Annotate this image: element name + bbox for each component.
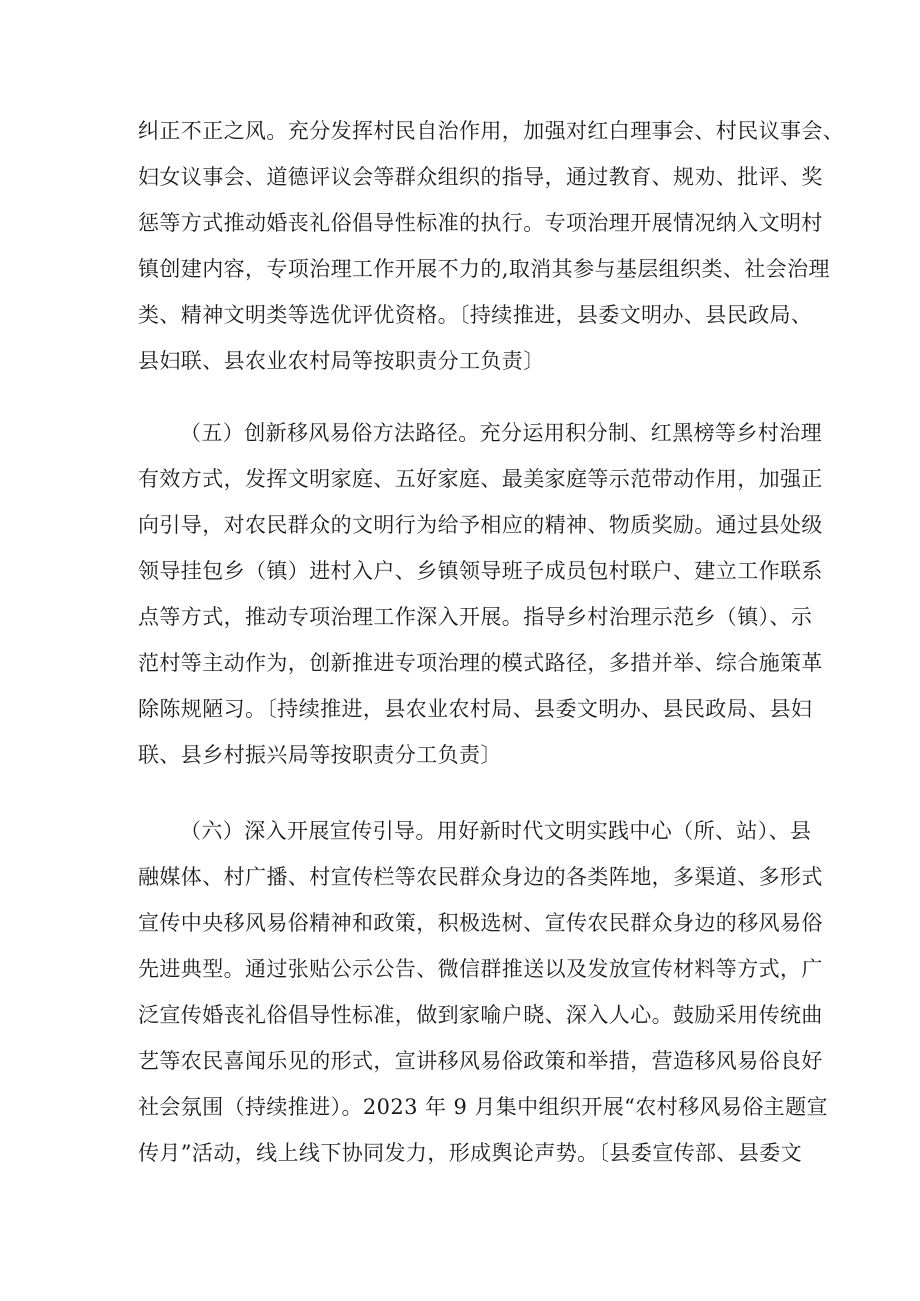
text-line: 纠正不正之风。充分发挥村民自治作用，加强对红白理事会、村民议事会、 (138, 119, 845, 143)
text-line: 镇创建内容，专项治理工作开展不力的,取消其参与基层组织类、社会治理 (138, 257, 830, 281)
text-line: 县妇联、县农业农村局等按职责分工负责〕 (138, 349, 545, 373)
text-line: 向引导，对农民群众的文明行为给予相应的精神、物质奖励。通过县处级 (138, 513, 823, 537)
text-line: 类、精神文明类等选优评优资格。〔持续推进，县委文明办、县民政局、 (138, 303, 813, 327)
text-line: 艺等农民喜闻乐见的形式，宣讲移风易俗政策和举措，营造移风易俗良好 (138, 1049, 823, 1073)
text-line: （六）深入开展宣传引导。用好新时代文明实践中心（所、站）、县 (180, 819, 812, 843)
text-line: 社会氛围（持续推进）。2023 年 9 月集中组织开展“农村移风易俗主题宣 (138, 1095, 828, 1119)
paragraph-section-5 (138, 410, 823, 778)
paragraph-section-6 (138, 808, 828, 1176)
text-line: 除陈规陋习。〔持续推进，县农业农村局、县委文明办、县民政局、县妇 (138, 697, 813, 721)
text-line: 范村等主动作为，创新推进专项治理的模式路径，多措并举、综合施策革 (138, 651, 823, 675)
text-line: 泛宣传婚丧礼俗倡导性标准，做到家喻户晓、深入人心。鼓励采用传统曲 (138, 1003, 823, 1027)
text-line: （五）创新移风易俗方法路径。充分运用积分制、红黑榜等乡村治理 (180, 421, 822, 445)
text-line: 融媒体、村广播、村宣传栏等农民群众身边的各类阵地，多渠道、多形式 (138, 865, 823, 889)
paragraph-continuation (138, 108, 845, 384)
text-line: 点等方式，推动专项治理工作深入开展。指导乡村治理示范乡（镇）、示 (138, 605, 813, 629)
text-line: 宣传中央移风易俗精神和政策，积极选树、宣传农民群众身边的移风易俗 (138, 911, 823, 935)
text-line: 惩等方式推动婚丧礼俗倡导性标准的执行。专项治理开展情况纳入文明村 (138, 211, 823, 235)
text-line: 领导挂包乡（镇）进村入户、乡镇领导班子成员包村联户、建立工作联系 (138, 559, 823, 583)
text-line: 先进典型。通过张贴公示公告、微信群推送以及发放宣传材料等方式，广 (138, 957, 823, 981)
text-line: 联、县乡村振兴局等按职责分工负责〕 (138, 743, 502, 767)
text-line: 传月”活动，线上线下协同发力，形成舆论声势。〔县委宣传部、县委文 (138, 1141, 803, 1165)
text-line: 妇女议事会、道德评议会等群众组织的指导，通过教育、规劝、批评、奖 (138, 165, 823, 189)
text-line: 有效方式，发挥文明家庭、五好家庭、最美家庭等示范带动作用，加强正 (138, 467, 823, 491)
